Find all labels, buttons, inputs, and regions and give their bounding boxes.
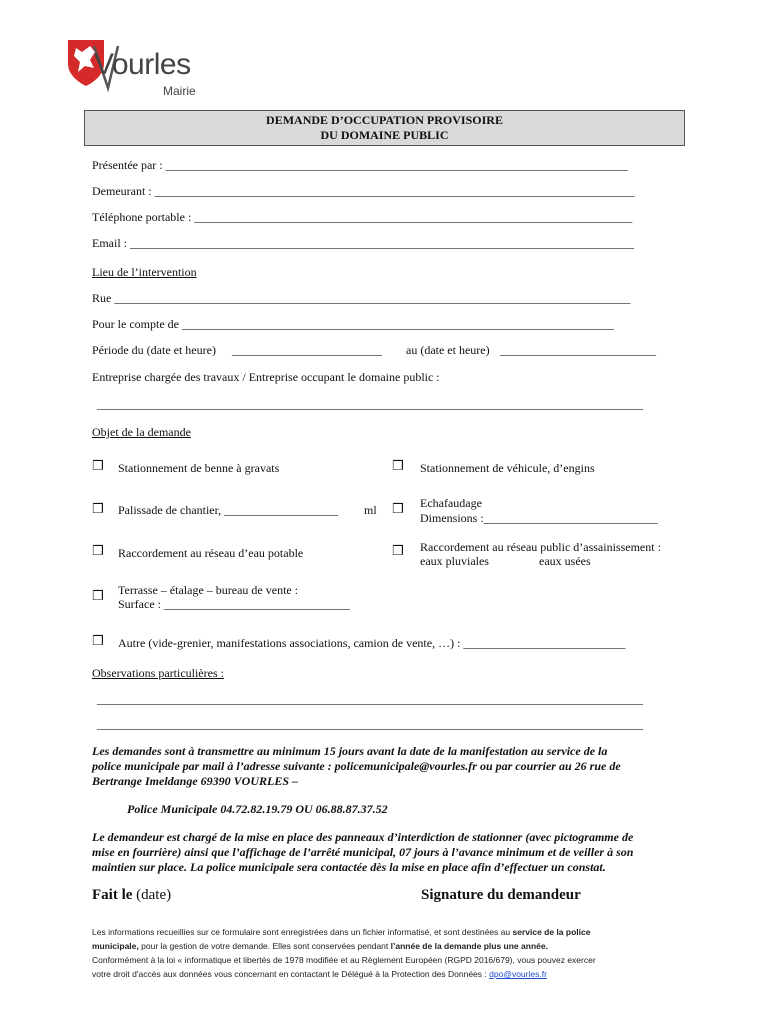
- echafaudage-label: Echafaudage: [420, 496, 482, 510]
- responsibility-notice: [92, 830, 682, 875]
- resp-line-3: maintien sur place. La police municipale sera contactée dès la mise en place afin d’effectuer un constat.: [92, 860, 606, 874]
- pour-le-compte-field[interactable]: Pour le compte de ________________________________________________________________________: [92, 317, 614, 331]
- dimensions-field[interactable]: Dimensions :_____________________________: [420, 511, 658, 525]
- footer-l2a: municipale,: [92, 941, 139, 951]
- eaux-usees-option[interactable]: eaux usées: [539, 554, 591, 568]
- resp-line-1: Le demandeur est chargé de la mise en place des panneaux d’interdiction de stationner (avec pictogramme de: [92, 830, 634, 844]
- notice-line-3: Bertrange Imeldange 69390 VOURLES –: [92, 774, 299, 788]
- footer-l3: Conformément à la loi « informatique et libertés de 1978 modifiée et au Règlement Européen (RGPD 2016/679), vous pouvez exercer: [92, 955, 596, 965]
- checkbox-echafaudage[interactable]: ❒: [392, 502, 404, 517]
- dpo-email-link[interactable]: dpo@vourles.fr: [489, 969, 547, 979]
- periode-end-label: au (date et heure): [406, 343, 490, 357]
- checkbox-palissade[interactable]: ❒: [92, 502, 104, 517]
- palissade-field[interactable]: Palissade de chantier, ___________________: [118, 503, 339, 517]
- checkbox-benne[interactable]: ❒: [92, 459, 104, 474]
- checkbox-eau-potable[interactable]: ❒: [92, 544, 104, 559]
- resp-line-2: mise en fourrière) ainsi que l’affichage de l’arrêté municipal, 07 jours à l’avance minimum et de veiller à son: [92, 845, 634, 859]
- autre-field[interactable]: Autre (vide-grenier, manifestations associations, camion de vente, …) : ___________________________: [118, 636, 626, 650]
- surface-field[interactable]: Surface : _______________________________: [118, 597, 350, 611]
- fait-le-field[interactable]: [92, 887, 171, 904]
- benne-label: Stationnement de benne à gravats: [118, 461, 280, 475]
- eaux-pluviales-option[interactable]: eaux pluviales: [420, 554, 489, 568]
- observations-heading: Observations particulières :: [92, 666, 224, 680]
- title-line-1: DEMANDE D’OCCUPATION PROVISOIRE: [266, 113, 503, 127]
- entreprise-field[interactable]: ___________________________________________________________________________________________: [97, 397, 643, 411]
- footer-l4: votre droit d'accès aux données vous concernant en contactant le Délégué à la Protection des Données :: [92, 969, 487, 979]
- police-contact: Police Municipale 04.72.82.19.79 OU 06.88.87.37.52: [127, 802, 388, 816]
- objet-heading: Objet de la demande: [92, 425, 191, 439]
- presentee-field[interactable]: Présentée par : _____________________________________________________________________________: [92, 158, 628, 172]
- footer-l2b: pour la gestion de votre demande. Elles sont conservées pendant: [141, 941, 389, 951]
- title-line-2: DU DOMAINE PUBLIC: [320, 128, 449, 142]
- telephone-field[interactable]: Téléphone portable : _________________________________________________________________________: [92, 210, 633, 224]
- eau-potable-label: Raccordement au réseau d’eau potable: [118, 546, 304, 560]
- logo-text: Vourles: [94, 48, 191, 81]
- demeurant-field[interactable]: Demeurant : ________________________________________________________________________________: [92, 184, 635, 198]
- assainissement-label: Raccordement au réseau public d’assainissement :: [420, 540, 661, 554]
- observations-line-1[interactable]: ___________________________________________________________________________________________: [97, 692, 643, 706]
- lieu-heading: Lieu de l’intervention: [92, 265, 197, 279]
- periode-end-field[interactable]: __________________________: [500, 343, 656, 357]
- palissade-unit: ml: [364, 503, 377, 517]
- email-field[interactable]: Email : ____________________________________________________________________________________: [92, 236, 634, 250]
- entreprise-label: Entreprise chargée des travaux / Entreprise occupant le domaine public :: [92, 370, 440, 384]
- terrasse-label: Terrasse – étalage – bureau de vente :: [118, 583, 299, 597]
- observations-line-2[interactable]: ___________________________________________________________________________________________: [97, 717, 643, 731]
- transmission-notice: [92, 744, 682, 789]
- logo-subtitle: Mairie: [163, 84, 196, 98]
- checkbox-assainissement[interactable]: ❒: [392, 544, 404, 559]
- date-label: (date): [136, 887, 172, 903]
- periode-start-field[interactable]: _________________________: [232, 343, 382, 357]
- vehicule-label: Stationnement de véhicule, d’engins: [420, 461, 595, 475]
- footer-l1a: Les informations recueillies sur ce formulaire sont enregistrées dans un fichier informatisé, et sont destinées au: [92, 927, 511, 937]
- footer-l2c: l’année de la demande plus une année.: [390, 941, 548, 951]
- rue-field[interactable]: Rue ______________________________________________________________________________________: [92, 291, 631, 305]
- form-title: [84, 110, 685, 146]
- privacy-footer: [92, 925, 682, 981]
- fait-le-label: Fait le: [92, 887, 133, 903]
- signature-label: Signature du demandeur: [421, 887, 581, 903]
- notice-line-1: Les demandes sont à transmettre au minimum 15 jours avant la date de la manifestation au service de la: [92, 744, 608, 758]
- footer-l1b: service de la police: [512, 927, 591, 937]
- checkbox-terrasse[interactable]: ❒: [92, 589, 104, 604]
- notice-line-2: police municipale par mail à l’adresse suivante : policemunicipale@vourles.fr ou par courrier au 26 rue de: [92, 759, 621, 773]
- checkbox-autre[interactable]: ❒: [92, 634, 104, 649]
- periode-label: Période du (date et heure): [92, 343, 216, 357]
- checkbox-vehicule[interactable]: ❒: [392, 459, 404, 474]
